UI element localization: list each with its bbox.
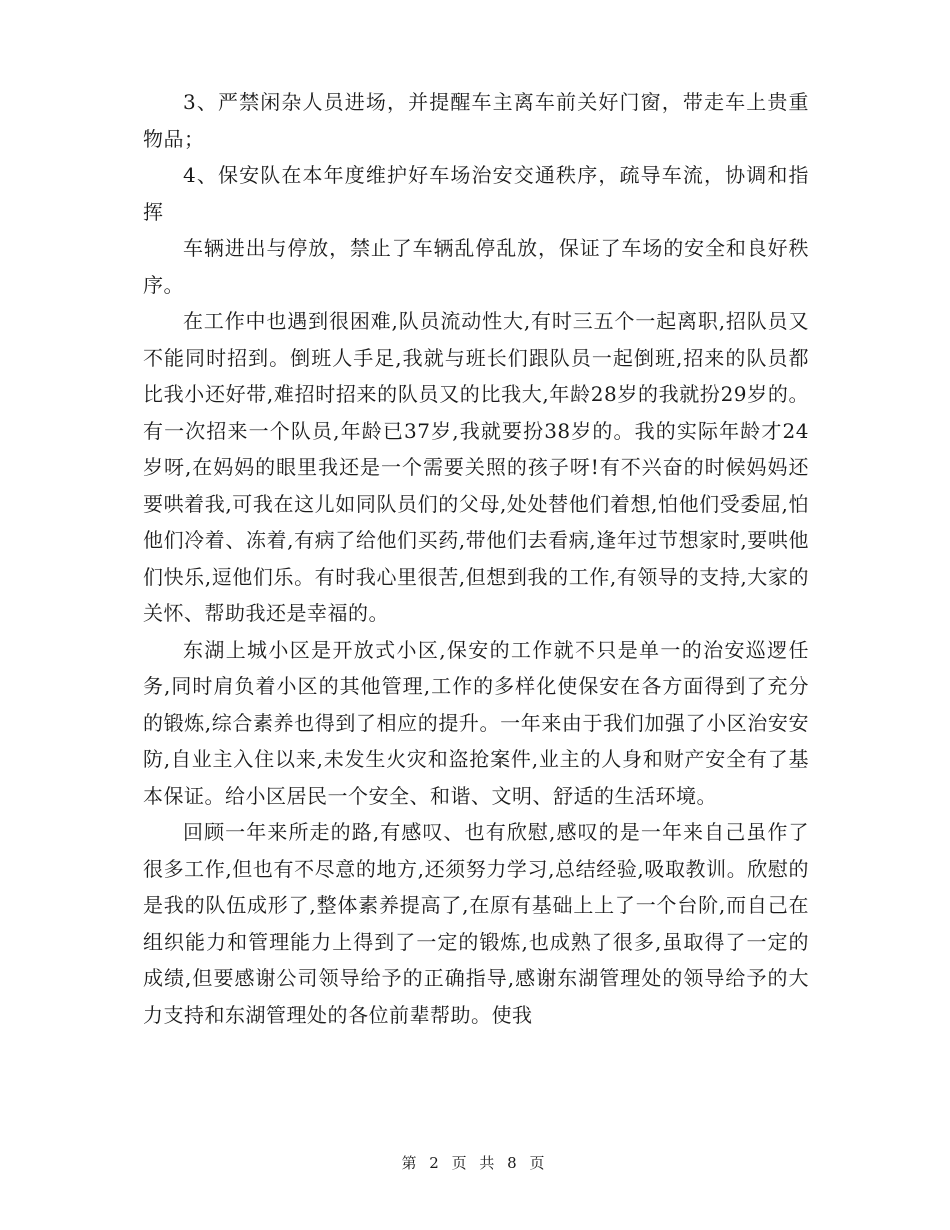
page-number-footer: 第 2 页 共 8 页	[401, 1154, 549, 1172]
document-body	[143, 84, 809, 1033]
paragraph-difficulties: 在工作中也遇到很困难,队员流动性大,有时三五个一起离职,招队员又不能同时招到。倒班人手足,我就与班长们跟队员一起倒班,招来的队员都比我小还好带,难招时招来的队员又的比我大,年龄28岁的我就扮29岁的。有一次招来一个队员,年龄已37岁,我就要扮38岁的。我的实际年龄才24岁呀,在妈妈的眼里我还是一个需要关照的孩子呀!有不兴奋的时候妈妈还要哄着我,可我在这儿如同队员们的父母,处处替他们着想,怕他们受委屈,怕他们冷着、冻着,有病了给他们买药,带他们去看病,逢年过节想家时,要哄他们快乐,逗他们乐。有时我心里很苦,但想到我的工作,有领导的支持,大家的关怀、帮助我还是幸福的。	[143, 309, 809, 625]
paragraph-rule-3: 3、严禁闲杂人员进场，并提醒车主离车前关好门窗，带走车上贵重物品；	[143, 90, 809, 151]
paragraph-review: 回顾一年来所走的路,有感叹、也有欣慰,感叹的是一年来自己虽作了很多工作,但也有不尽意的地方,还须努力学习,总结经验,吸取教训。欣慰的是我的队伍成形了,整体素养提高了,在原有基础上上了一个台阶,而自己在组织能力和管理能力上得到了一定的锻炼,也成熟了很多,虽取得了一定的成绩,但要感谢公司领导给予的正确指导,感谢东湖管理处的领导给予的大力支持和东湖管理处的各位前辈帮助。使我	[143, 820, 809, 1027]
paragraph-vehicle-order: 车辆进出与停放，禁止了车辆乱停乱放，保证了车场的安全和良好秩序。	[143, 236, 809, 297]
paragraph-rule-4: 4、保安队在本年度维护好车场治安交通秩序，疏导车流，协调和指挥	[143, 163, 809, 224]
paragraph-community: 东湖上城小区是开放式小区,保安的工作就不只是单一的治安巡逻任务,同时肩负着小区的其他管理,工作的多样化使保安在各方面得到了充分的锻炼,综合素养也得到了相应的提升。一年来由于我们加强了小区治安安防,自业主入住以来,未发生火灾和盗抢案件,业主的人身和财产安全有了基本保证。给小区居民一个安全、和谐、文明、舒适的生活环境。	[143, 637, 809, 808]
